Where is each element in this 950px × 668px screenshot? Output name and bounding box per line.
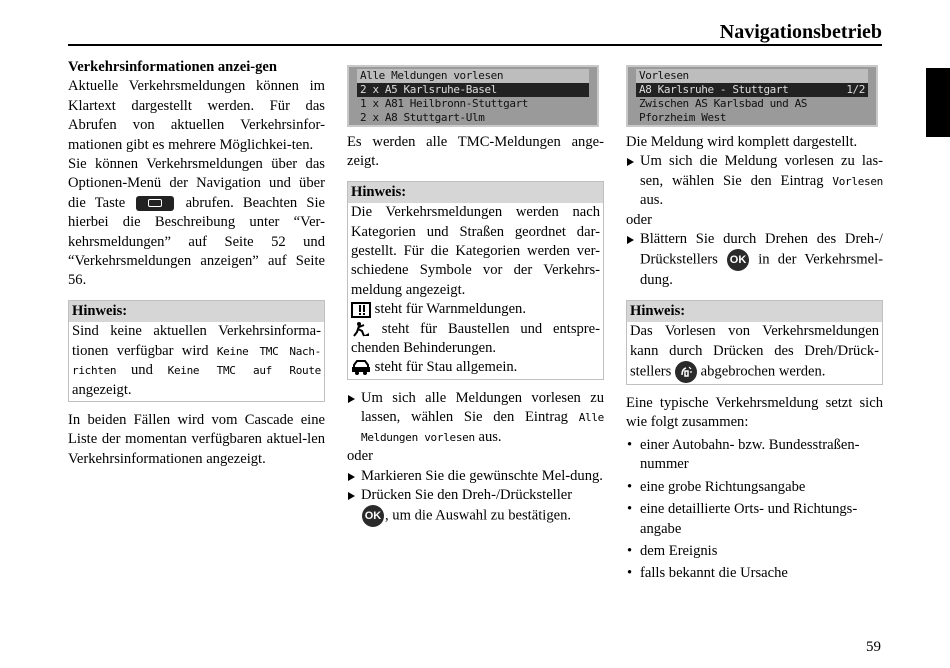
page-number: 59	[866, 639, 881, 655]
note-body	[627, 322, 882, 384]
display-screen-message	[626, 65, 878, 127]
paragraph-key	[68, 155, 325, 291]
screen-row: Pforzheim West	[639, 111, 727, 124]
roadworks-symbol-icon	[351, 321, 371, 337]
column-left	[68, 58, 325, 469]
speak-stop-icon	[675, 361, 697, 383]
text-part: Um sich alle Meldungen vorlesen zu lassen, wählen Sie den Eintrag	[361, 389, 604, 426]
text-part: Um sich die Meldung vorlesen zu las-sen, wählen Sie den Eintrag	[640, 153, 883, 189]
text-part: aus.	[478, 428, 502, 445]
paragraph-cascade: In beiden Fällen wird vom Cascade eine Liste der momentan verfügbaren aktuel-len Verkehrsinformationen angezeigt.	[68, 411, 325, 467]
warning-symbol-icon	[351, 302, 371, 318]
note-title: Hinweis:	[627, 301, 882, 322]
list-item: • eine detaillierte Orts- und Richtungs-angabe	[626, 500, 883, 539]
chapter-tab-marker	[926, 68, 950, 137]
section-heading: Verkehrsinformationen anzei-gen	[68, 59, 278, 75]
screen-row: Zwischen AS Karlsbad und AS	[639, 97, 808, 110]
note-box	[68, 300, 325, 402]
note-text: Die Verkehrsmeldungen werden nach Kategorien und Straßen geordnet dar-gestellt. Für die Kategorien werden ver-schiedene Symbole vor der Verkehrs-meldung angezeigt.	[351, 204, 600, 298]
instruction-step	[626, 152, 883, 210]
text-part: Blättern Sie durch Drehen des Dreh-/ Drückstellers	[640, 231, 883, 268]
instruction-step: Markieren Sie die gewünschte Mel-dung.	[347, 467, 604, 486]
paragraph-intro: Aktuelle Verkehrsmeldungen können im Klartext dargestellt werden. Für das Abrufen von aktuellen Verkehrsinfor-mationen gibt es mehrere Möglichkei-ten.	[68, 78, 325, 153]
oder-text: oder	[626, 211, 652, 228]
text-part: aus.	[640, 192, 664, 209]
screen-row-text: A8 Karlsruhe - Stuttgart	[639, 83, 789, 96]
symbol-line	[351, 300, 600, 319]
screen-row: 1 x A81 Heilbronn-Stuttgart	[360, 97, 529, 110]
note-title: Hinweis:	[69, 301, 324, 322]
page-title: Navigationsbetrieb	[719, 21, 882, 43]
text-part: Sie können Verkehrsmeldungen über das Optionen-Menü der Navigation und über die Taste	[68, 156, 325, 211]
text-part: , um die Auswahl zu bestätigen.	[385, 507, 572, 524]
screen-row: Vorlesen	[636, 69, 868, 83]
symbol-text: steht für Warnmeldungen.	[374, 301, 527, 318]
display-text: Vorlesen	[832, 174, 883, 188]
ok-knob-icon: OK	[727, 249, 749, 271]
display-text: Keine TMC auf Route	[167, 364, 321, 378]
paragraph: Eine typische Verkehrsmeldung setzt sich wie folgt zusammen:	[626, 395, 883, 431]
note-title: Hinweis:	[348, 182, 603, 203]
text-part: Drücken Sie den Dreh-/Drücksteller	[361, 486, 573, 503]
tmc-key-icon	[136, 196, 174, 211]
instruction-step	[347, 486, 604, 527]
screen-row: 2 x A8 Stuttgart-Ulm	[360, 111, 485, 124]
screen-row-selected: 2 x A5 Karlsruhe-Basel	[357, 83, 589, 97]
symbol-line	[351, 320, 600, 359]
text-part: Das Vorlesen von Verkehrsmeldungen kann durch Drücken des Dreh/Drück-stellers	[630, 323, 879, 380]
note-body	[348, 203, 603, 379]
screen-row-selected	[636, 83, 868, 97]
note-box	[347, 181, 604, 380]
note-box	[626, 300, 883, 385]
symbol-text: steht für Stau allgemein.	[374, 359, 518, 376]
list-item: • falls bekannt die Ursache	[626, 564, 883, 583]
traffic-jam-symbol-icon	[351, 360, 371, 376]
note-body	[69, 322, 324, 401]
paragraph: Es werden alle TMC-Meldungen ange-zeigt.	[347, 134, 604, 170]
ok-knob-icon: OK	[362, 505, 384, 527]
column-right	[626, 133, 883, 587]
text-part: und	[131, 362, 153, 379]
text-part: abgebrochen werden.	[700, 363, 826, 380]
instruction-step	[347, 389, 604, 447]
display-text: Keine TMC Nach-richten	[72, 344, 321, 378]
text-part: abrufen. Beachten Sie hierbei die Beschreibung unter “Ver-kehrsmeldungen” auf Seite 52 und “Verkehrsmeldungen anzeigen” auf Seite 56.	[68, 194, 325, 289]
bullet-list	[626, 436, 883, 584]
paragraph: Die Meldung wird komplett dargestellt.	[626, 134, 858, 150]
screen-row: Alle Meldungen vorlesen	[357, 69, 589, 83]
text-part: Sind keine aktuellen Verkehrsinforma-tionen verfügbar wird	[72, 323, 321, 359]
list-item: • dem Ereignis	[626, 542, 883, 561]
display-screen-tmc-list	[347, 65, 599, 127]
list-item: • eine grobe Richtungsangabe	[626, 478, 883, 497]
instruction-step	[626, 230, 883, 291]
list-item: • einer Autobahn- bzw. Bundesstraßen-nummer	[626, 436, 883, 475]
text-part: in der Verkehrsmel-dung.	[640, 251, 883, 289]
symbol-text: steht für Baustellen und entspre-chenden Behinderungen.	[351, 320, 601, 357]
screen-row-count: 1/2	[846, 83, 865, 96]
oder-text: oder	[347, 448, 373, 465]
text-part: angezeigt.	[72, 381, 132, 398]
display-text: Alle Meldungen vorlesen	[361, 411, 604, 444]
symbol-line	[351, 358, 600, 377]
page-header	[68, 20, 882, 46]
column-middle	[347, 133, 604, 527]
